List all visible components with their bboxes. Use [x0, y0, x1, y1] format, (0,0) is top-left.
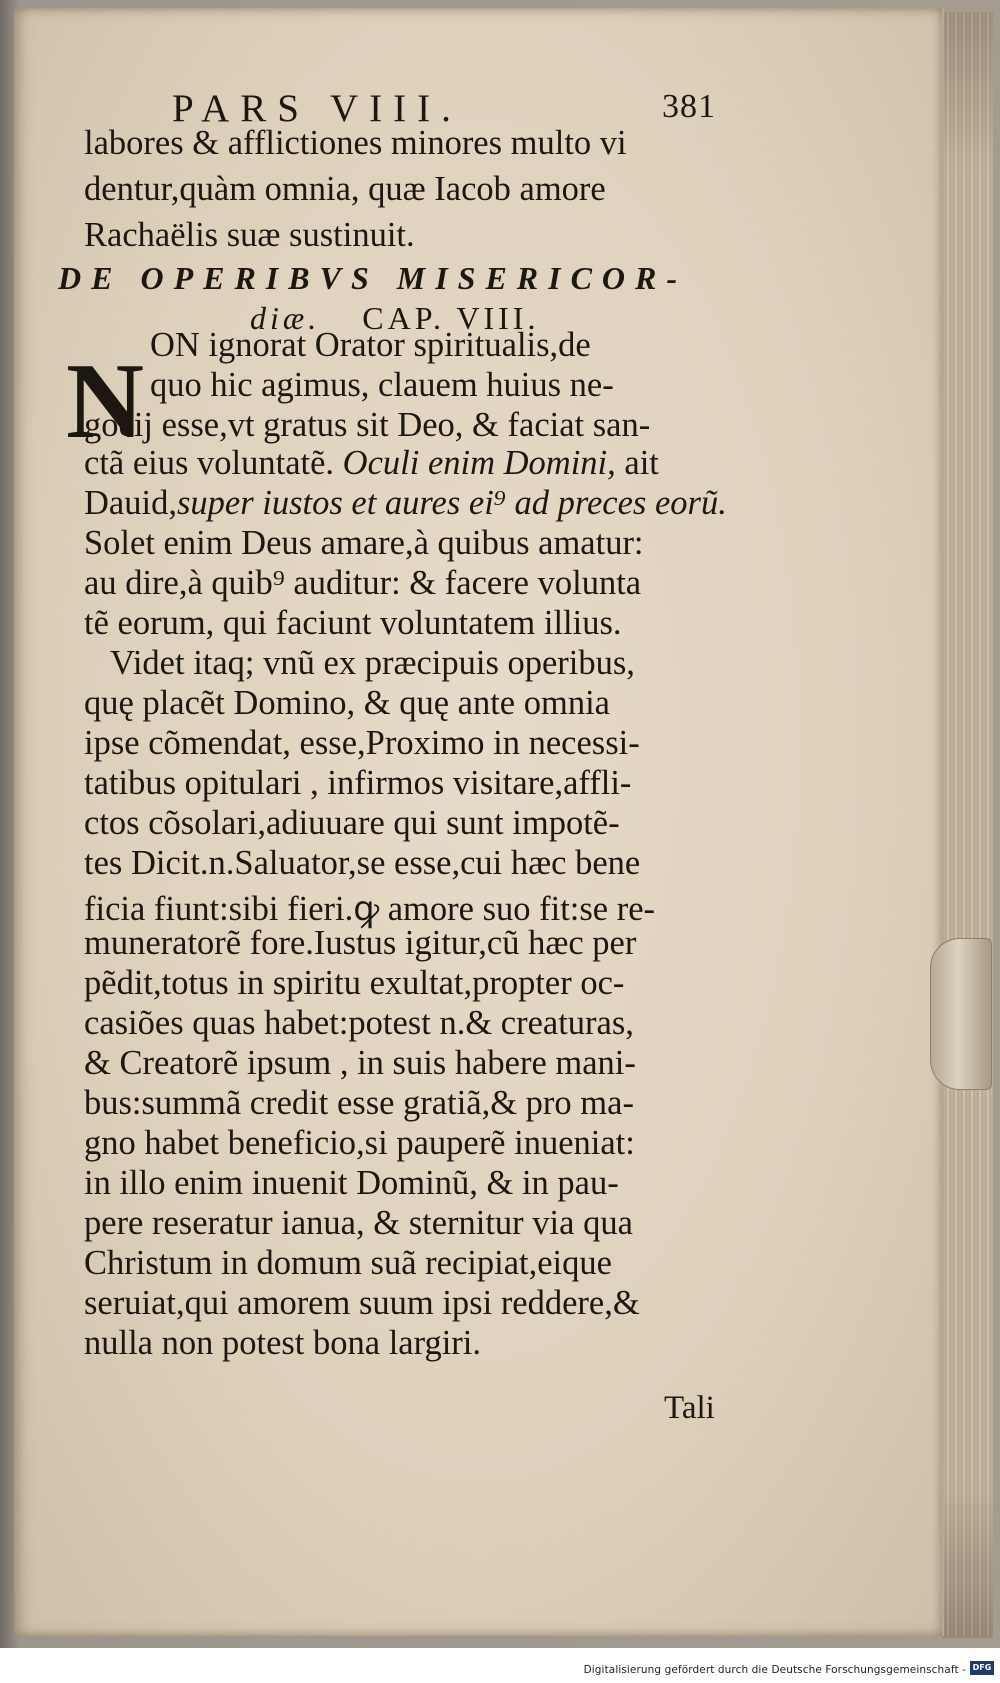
text-line: Christum in domum suã recipiat,eique	[84, 1244, 612, 1282]
text-line: seruiat,qui amorem suum ipsi reddere,&	[84, 1284, 640, 1322]
text-line: casiões quas habet:potest n.& creaturas,	[84, 1004, 634, 1042]
text-line: quo hic agimus, clauem huius ne-	[150, 366, 614, 404]
text-line: ficia fiunt:sibi fieri.ꝙ amore suo fit:se re-	[84, 890, 656, 928]
drop-cap: N	[66, 342, 144, 461]
dfg-logo-icon: DFG	[970, 1661, 994, 1675]
text-line: Videt itaq; vnũ ex præcipuis operibus,	[110, 644, 635, 682]
italic-quote: super iustos et aures ei⁹ ad preces eorũ.	[176, 484, 727, 522]
text-line: ON ignorat Orator spiritualis,de	[150, 326, 591, 364]
text-line: tatibus opitulari , infirmos visitare,affli-	[84, 764, 632, 802]
italic-quote: Oculi enim Domini,	[342, 444, 616, 482]
text-line: tes Dicit.n.Saluator,se esse,cui hæc bene	[84, 844, 641, 882]
text-line: & Creatorẽ ipsum , in suis habere mani-	[84, 1044, 636, 1082]
chapter-title-italic: diæ.	[250, 300, 321, 336]
text-line: muneratorẽ fore.Iustus igitur,cũ hæc per	[84, 924, 637, 962]
text-line: quę placẽt Domino, & quę ante omnia	[84, 684, 610, 722]
text-line: dentur,quàm omnia, quæ Iacob amore	[84, 170, 606, 208]
text-line-with-quote	[84, 444, 659, 483]
chapter-number: CAP. VIII.	[362, 300, 540, 336]
digitization-credit: Digitalisierung gefördert durch die Deutsche Forschungsgemeinschaft -	[583, 1664, 966, 1676]
running-head: PARS VIII.	[172, 87, 462, 130]
book-clasp	[930, 938, 992, 1090]
text-line: tẽ eorum, qui faciunt voluntatem illius.	[84, 604, 622, 642]
text-line: au dire,à quib⁹ auditur: & facere volunta	[84, 564, 642, 602]
text-line: gno habet beneficio,si pauperẽ inueniat:	[84, 1124, 635, 1162]
text-segment: Dauid,	[84, 484, 177, 522]
text-line: nulla non potest bona largiri.	[84, 1324, 482, 1362]
catchword: Tali	[664, 1390, 715, 1426]
chapter-title-line-1: DE OPERIBVS MISERICOR-	[58, 260, 688, 296]
text-line: Solet enim Deus amare,à quibus amatur:	[84, 524, 644, 562]
text-line: pẽdit,totus in spiritu exultat,propter oc-	[84, 964, 625, 1002]
text-segment: ctã eius voluntatẽ.	[84, 444, 343, 482]
text-line: labores & afflictiones minores multo vi	[84, 124, 627, 162]
text-line: pere reseratur ianua, & sternitur via qua	[84, 1204, 633, 1242]
text-line: ctos cõsolari,adiuuare qui sunt impotẽ-	[84, 804, 620, 842]
text-line-with-quote	[84, 484, 727, 523]
text-line: gocij esse,vt gratus sit Deo, & faciat san-	[84, 406, 651, 444]
text-line: ipse cõmendat, esse,Proximo in necessi-	[84, 724, 640, 762]
text-line: in illo enim inuenit Dominũ, & in pau-	[84, 1164, 619, 1202]
text-segment: ait	[615, 444, 659, 482]
page-number: 381	[662, 88, 716, 125]
text-line: Rachaëlis suæ sustinuit.	[84, 216, 415, 254]
text-line: bus:summã credit esse gratiã,& pro ma-	[84, 1084, 634, 1122]
page-fore-edge	[942, 12, 993, 1638]
